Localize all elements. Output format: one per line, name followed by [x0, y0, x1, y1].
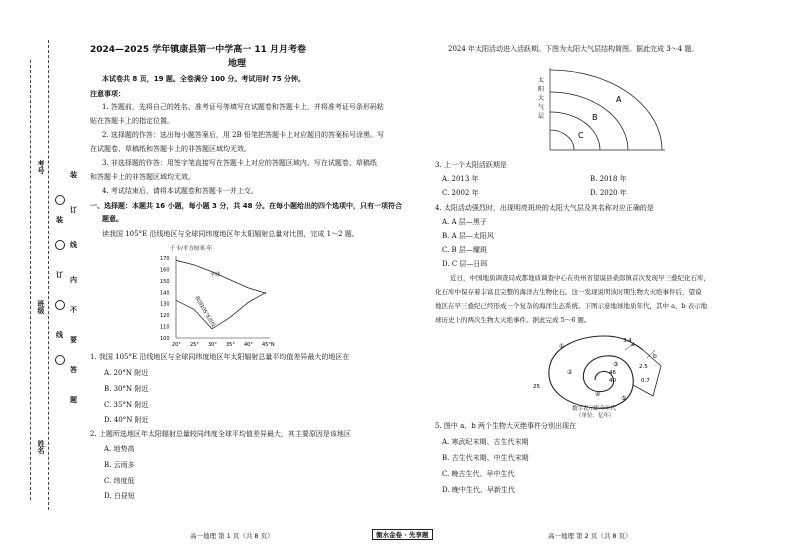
passage-line: 近日，中国地质调查局成都地质调查中心在贵州省望谟县桑郎镇首次发现早三叠纪化石库，	[450, 274, 710, 282]
seal-char: 不	[70, 306, 77, 314]
era-marker: ④	[595, 391, 601, 398]
side-label-char: 阳	[538, 86, 545, 93]
spiral-label: 3.4	[623, 338, 632, 344]
y-tick-label: 130	[160, 301, 170, 308]
y-tick-label: 140	[160, 290, 170, 297]
q4-option: B. A 层—太阳风	[442, 232, 494, 240]
q1-stem: 1. 我国 105°E 沿线地区与全球同纬度地区年太阳辐射总量平均值差异最大的地区在	[90, 353, 350, 361]
x-tick-label: 45°N	[262, 342, 275, 348]
q3-option: B. 2018 年	[590, 175, 627, 183]
q4-stem: 4. 太阳活动强烈时，出现明亮斑块的太阳大气层及其名称对应正确的是	[435, 204, 654, 212]
q5-option: A. 寒武纪末期、古生代末期	[442, 438, 529, 446]
solar-radiation-chart	[150, 242, 275, 350]
event-label-b: b	[653, 353, 657, 360]
note-line: 3. 非选择题的作答：用签字笔直接写在答题卡上对应的答题区域内。写在试题卷、草稿纸	[102, 159, 377, 167]
q2-option: C. 纬度低	[104, 477, 135, 485]
q1-option: B. 30°N 附近	[104, 385, 149, 393]
q2-option: D. 白昼短	[104, 492, 135, 500]
binding-hole	[55, 195, 65, 205]
era-marker: ⑤	[621, 395, 627, 402]
spiral-label: 2.5	[639, 364, 648, 370]
spiral-label: 46	[609, 370, 616, 376]
q1-2-intro: 读我国 105°E 沿线地区与全球同纬度地区年太阳辐射总量对比图，完成 1～2 题。	[102, 230, 359, 238]
x-tick-label: 20°	[172, 342, 181, 348]
spiral-label: 0.7	[641, 378, 650, 384]
sun-atmosphere-diagram	[530, 60, 670, 156]
section-heading: 一、选择题：本题共 16 小题，每小题 3 分，共 48 分。在每小题给出的四个选项中，只有一项符合	[90, 202, 402, 210]
exam-info: 本试卷共 8 页，19 题。全卷满分 100 分。考试用时 75 分钟。	[102, 75, 306, 83]
era-marker: ②	[567, 369, 573, 376]
name-label: 姓名	[37, 440, 45, 454]
note-line: 1. 答题前，先将自己的姓名、准考证号等填写在试题卷和答题卡上，并将准考证号条形码粘	[102, 103, 384, 111]
binding-line-inner	[48, 40, 49, 510]
spiral-caption: 数字表示距今年代	[572, 406, 617, 412]
q2-option: B. 云雨多	[104, 461, 135, 469]
seal-char: 装	[56, 216, 63, 224]
q3-option: C. 2002 年	[442, 189, 479, 197]
exam-number-label: 考号	[37, 160, 45, 174]
side-label-char: 气	[538, 104, 545, 111]
seal-char: 订	[56, 271, 63, 279]
footer-left: 高一地理 第 1 页（共 8 页）	[190, 532, 274, 540]
side-label-char: 大	[538, 95, 545, 102]
q3-option: D. 2020 年	[590, 189, 627, 197]
q3-option: A. 2013 年	[442, 175, 479, 183]
q4-option: A. A 层—黑子	[442, 218, 487, 226]
q4-option: D. C 层—日珥	[442, 260, 488, 268]
layer-label: B	[592, 113, 598, 122]
passage-line: 化石库中保存着丰富且完整的海洋古生物化石。这一发现说明该时期生物大灭绝事件后，望谟	[435, 288, 702, 296]
q5-option: C. 晚古生代、早中生代	[442, 470, 515, 478]
q1-option: A. 20°N 附近	[104, 369, 149, 377]
binding-hole	[55, 355, 65, 365]
q4-option: C. B 层—耀斑	[442, 246, 487, 254]
sun-core	[550, 130, 574, 150]
q2-stem: 2. 上题所选地区年太阳辐射总量较同纬度全球平均值差异最大，其主要原因是该地区	[90, 430, 351, 438]
note-line: 贴在答题卡上的指定位置。	[90, 117, 174, 125]
side-label-char: 层	[538, 113, 545, 120]
y-tick-label: 100	[160, 336, 170, 342]
q3-4-intro: 2024 年太阳活动进入活跃期。下图为太阳大气层结构简图。据此完成 3～4 题。	[448, 45, 699, 53]
q5-stem: 5. 图中 a、b 两个生物大灭绝事件分别出现在	[435, 422, 577, 430]
notes-title: 注意事项：	[90, 90, 125, 98]
spiral-label: 40	[609, 378, 616, 384]
binding-line-outer	[30, 60, 31, 500]
seal-char: 内	[70, 276, 77, 284]
x-tick-label: 25°	[190, 342, 199, 348]
q1-option: D. 40°N 附近	[104, 416, 149, 424]
q5-option: D. 晚中生代、早新生代	[442, 486, 515, 494]
series-label-china: 我国105°E沿线	[193, 295, 217, 329]
x-tick-label: 30°	[208, 342, 217, 348]
note-line: 2. 选择题的作答：选出每小题答案后，用 2B 铅笔把答题卡上对应题目的答案标号涂黑。写	[102, 131, 384, 139]
series-line-global	[176, 260, 266, 293]
q5-option: B. 古生代末期、中生代末期	[442, 454, 529, 462]
passage-line: 球历史上的两次生物大灭绝事件。据此完成 5～6 题。	[435, 316, 591, 324]
series-line-china	[176, 292, 266, 329]
series-label-global: 全球	[210, 272, 221, 278]
note-line: 在试题卷、草稿纸和答题卡上的非答题区域均无效。	[90, 145, 251, 153]
y-tick-label: 170	[160, 256, 170, 262]
x-tick-label: 35°	[226, 342, 235, 348]
y-tick-label: 150	[160, 278, 170, 285]
y-tick-label: 160	[160, 267, 170, 274]
layer-label: C	[578, 131, 584, 140]
note-line: 和答题卡上的非答题区域均无效。	[90, 173, 195, 181]
section-heading-cont: 题意。	[102, 215, 123, 223]
era-marker: ③	[613, 361, 619, 368]
q3-stem: 3. 上一个太阳活跃期是	[435, 161, 507, 169]
footer-right: 高一地理 第 2 页（共 8 页）	[548, 532, 632, 540]
layer-label: A	[616, 95, 622, 104]
spiral-caption-unit: （单位：亿年）	[576, 413, 615, 419]
y-tick-label: 120	[160, 313, 170, 320]
seal-char: 线	[70, 241, 77, 249]
seal-char: 题	[70, 396, 77, 404]
x-tick-label: 40°	[244, 342, 253, 348]
seal-char: 答	[70, 366, 77, 374]
seal-char: 装	[70, 171, 77, 179]
q2-option: A. 地势高	[104, 445, 135, 453]
binding-hole	[55, 300, 65, 310]
side-label-char: 太	[538, 77, 545, 84]
seal-char: 要	[70, 336, 77, 344]
binding-hole	[55, 240, 65, 250]
chart-unit: 千卡/平方厘米·年	[170, 246, 213, 252]
spiral-label: 25	[533, 384, 540, 390]
era-marker: ①	[559, 343, 565, 350]
seal-char: 订	[70, 206, 77, 214]
q1-option: C. 35°N 附近	[104, 401, 149, 409]
class-label: 班级	[37, 300, 45, 314]
y-tick-label: 110	[160, 324, 170, 331]
exam-title: 2024—2025 学年镇康县第一中学高一 11 月月考卷	[90, 45, 307, 55]
note-line: 4. 考试结束后，请将本试题卷和答题卡一并上交。	[102, 187, 258, 195]
event-label-a: a	[631, 341, 635, 348]
subject-title: 地理	[228, 59, 247, 69]
seal-char: 线	[56, 331, 63, 339]
passage-line: 地区在早三叠纪已经形成一个复杂的海洋生态系统。下图示意地球地质年代，其中 a、b 表示地	[435, 302, 708, 310]
footer-center-badge: 衡水金卷 · 先享题	[372, 529, 433, 540]
